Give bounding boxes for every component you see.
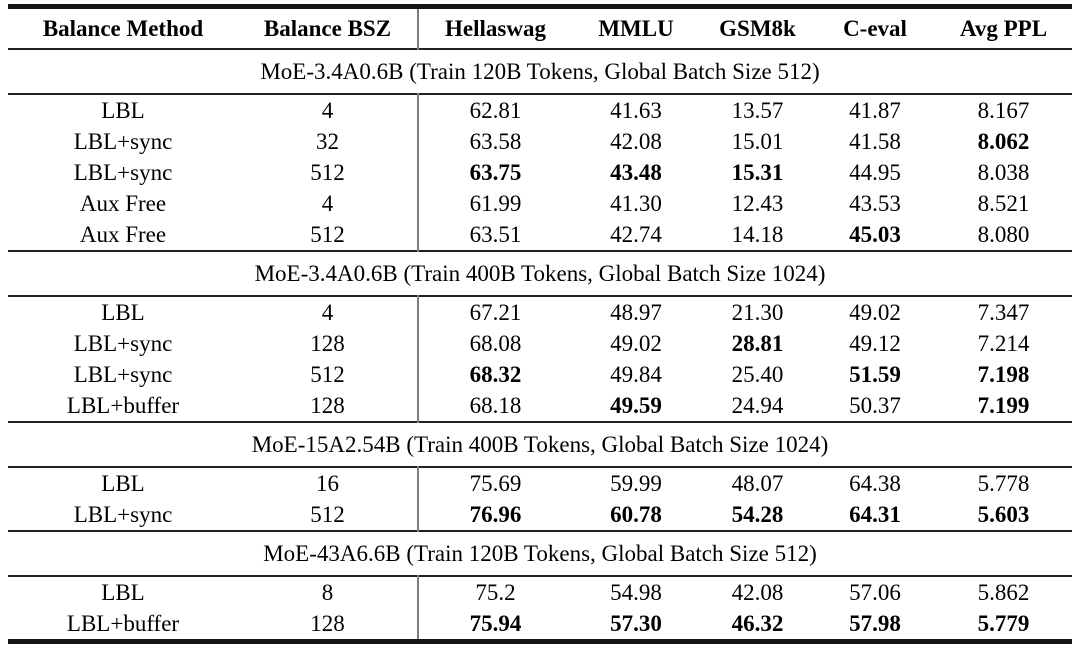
cell-balance-bsz: 8 xyxy=(238,576,418,608)
table-row xyxy=(8,467,1072,499)
cell-c-eval: 43.53 xyxy=(849,191,901,216)
cell-gsm8k: 48.07 xyxy=(731,471,784,496)
cell-c-eval: 45.03 xyxy=(849,222,901,247)
cell-balance-bsz: 128 xyxy=(238,608,418,642)
table-row xyxy=(8,188,1072,219)
table-section xyxy=(8,251,1072,422)
cell-mmlu: 49.59 xyxy=(610,393,662,418)
cell-gsm8k: 25.40 xyxy=(731,362,784,387)
cell-balance-method: Aux Free xyxy=(79,222,167,247)
table-header xyxy=(8,7,1072,50)
cell-balance-method: LBL xyxy=(101,471,145,496)
cell-balance-method: LBL xyxy=(101,300,145,325)
cell-hellaswag: 63.58 xyxy=(469,129,522,154)
cell-c-eval: 49.02 xyxy=(849,300,901,325)
cell-avg-ppl: 5.778 xyxy=(977,471,1030,496)
cell-balance-bsz: 32 xyxy=(238,126,418,157)
cell-c-eval: 41.87 xyxy=(849,98,901,123)
cell-hellaswag: 68.08 xyxy=(469,331,522,356)
table-section xyxy=(8,49,1072,251)
cell-hellaswag: 63.75 xyxy=(469,160,522,185)
cell-c-eval: 64.38 xyxy=(849,471,901,496)
cell-mmlu: 57.30 xyxy=(610,611,662,636)
cell-avg-ppl: 5.862 xyxy=(977,580,1030,605)
cell-mmlu: 54.98 xyxy=(610,580,662,605)
cell-hellaswag: 68.32 xyxy=(469,362,522,387)
section-title: MoE-3.4A0.6B (Train 400B Tokens, Global Batch Size 1024) xyxy=(254,261,826,286)
cell-c-eval: 57.98 xyxy=(849,611,901,636)
cell-c-eval: 49.12 xyxy=(849,331,901,356)
cell-gsm8k: 13.57 xyxy=(731,98,784,123)
section-title: MoE-15A2.54B (Train 400B Tokens, Global Batch Size 1024) xyxy=(251,432,829,457)
cell-mmlu: 42.08 xyxy=(610,129,662,154)
section-title-row xyxy=(8,251,1072,296)
cell-balance-method: LBL+sync xyxy=(73,331,173,356)
col-header-balance-method: Balance Method xyxy=(42,16,204,41)
cell-gsm8k: 46.32 xyxy=(731,611,784,636)
col-header-mmlu: MMLU xyxy=(598,16,674,41)
table-section xyxy=(8,422,1072,531)
cell-hellaswag: 75.2 xyxy=(475,580,516,605)
cell-mmlu: 59.99 xyxy=(610,471,662,496)
cell-avg-ppl: 7.347 xyxy=(977,300,1030,325)
cell-mmlu: 43.48 xyxy=(610,160,662,185)
table-row xyxy=(8,126,1072,157)
cell-balance-bsz: 16 xyxy=(238,467,418,499)
col-header-hellaswag: Hellaswag xyxy=(445,16,546,41)
cell-c-eval: 50.37 xyxy=(849,393,901,418)
cell-avg-ppl: 8.167 xyxy=(977,98,1030,123)
table-row xyxy=(8,359,1072,390)
benchmark-results-table xyxy=(8,4,1072,644)
cell-gsm8k: 21.30 xyxy=(731,300,784,325)
cell-hellaswag: 63.51 xyxy=(469,222,522,247)
cell-c-eval: 64.31 xyxy=(849,502,901,527)
table-row xyxy=(8,157,1072,188)
cell-balance-method: LBL+buffer xyxy=(66,393,180,418)
cell-gsm8k: 54.28 xyxy=(731,502,784,527)
cell-balance-method: LBL xyxy=(101,580,145,605)
cell-gsm8k: 28.81 xyxy=(731,331,784,356)
cell-avg-ppl: 5.603 xyxy=(977,502,1030,527)
col-header-balance-bsz: Balance BSZ xyxy=(238,7,418,50)
header-row xyxy=(8,7,1072,50)
table-row xyxy=(8,576,1072,608)
cell-c-eval: 51.59 xyxy=(849,362,901,387)
table-row xyxy=(8,94,1072,126)
section-title: MoE-3.4A0.6B (Train 120B Tokens, Global Batch Size 512) xyxy=(260,59,820,84)
cell-hellaswag: 67.21 xyxy=(469,300,522,325)
cell-hellaswag: 75.94 xyxy=(469,611,522,636)
cell-mmlu: 49.84 xyxy=(610,362,662,387)
cell-gsm8k: 15.01 xyxy=(731,129,784,154)
cell-avg-ppl: 8.062 xyxy=(977,129,1030,154)
cell-balance-bsz: 512 xyxy=(238,157,418,188)
table-row xyxy=(8,296,1072,328)
table-section xyxy=(8,531,1072,642)
table-row xyxy=(8,328,1072,359)
col-header-avg-ppl: Avg PPL xyxy=(959,16,1048,41)
cell-gsm8k: 24.94 xyxy=(731,393,784,418)
cell-gsm8k: 42.08 xyxy=(731,580,784,605)
cell-gsm8k: 12.43 xyxy=(731,191,784,216)
cell-hellaswag: 62.81 xyxy=(469,98,522,123)
cell-avg-ppl: 8.080 xyxy=(977,222,1030,247)
cell-balance-bsz: 4 xyxy=(238,188,418,219)
section-title-row xyxy=(8,531,1072,576)
cell-c-eval: 41.58 xyxy=(849,129,901,154)
cell-c-eval: 57.06 xyxy=(849,580,901,605)
table-row xyxy=(8,390,1072,422)
cell-hellaswag: 75.69 xyxy=(469,471,522,496)
cell-balance-method: LBL xyxy=(101,98,145,123)
cell-balance-bsz: 128 xyxy=(238,390,418,422)
table-row xyxy=(8,219,1072,251)
cell-balance-bsz: 4 xyxy=(238,296,418,328)
cell-balance-method: Aux Free xyxy=(79,191,167,216)
table-row xyxy=(8,499,1072,531)
section-title-row xyxy=(8,49,1072,94)
cell-balance-bsz: 4 xyxy=(238,94,418,126)
cell-balance-method: LBL+sync xyxy=(73,160,173,185)
cell-balance-bsz: 128 xyxy=(238,328,418,359)
cell-hellaswag: 76.96 xyxy=(469,502,522,527)
cell-balance-bsz: 512 xyxy=(238,359,418,390)
cell-mmlu: 48.97 xyxy=(610,300,662,325)
cell-gsm8k: 15.31 xyxy=(731,160,784,185)
col-header-c-eval: C-eval xyxy=(843,16,907,41)
col-header-gsm8k: GSM8k xyxy=(719,16,796,41)
cell-avg-ppl: 5.779 xyxy=(977,611,1030,636)
cell-balance-method: LBL+buffer xyxy=(66,611,180,636)
cell-balance-bsz: 512 xyxy=(238,219,418,251)
section-title-row xyxy=(8,422,1072,467)
cell-avg-ppl: 7.214 xyxy=(977,331,1030,356)
cell-avg-ppl: 7.199 xyxy=(977,393,1030,418)
cell-mmlu: 41.30 xyxy=(610,191,662,216)
cell-mmlu: 60.78 xyxy=(610,502,662,527)
cell-mmlu: 49.02 xyxy=(610,331,662,356)
cell-balance-method: LBL+sync xyxy=(73,502,173,527)
cell-gsm8k: 14.18 xyxy=(731,222,784,247)
cell-hellaswag: 68.18 xyxy=(469,393,522,418)
cell-avg-ppl: 8.038 xyxy=(977,160,1030,185)
table-row xyxy=(8,608,1072,642)
cell-balance-method: LBL+sync xyxy=(73,129,173,154)
section-title: MoE-43A6.6B (Train 120B Tokens, Global Batch Size 512) xyxy=(263,541,817,566)
cell-mmlu: 42.74 xyxy=(610,222,662,247)
cell-avg-ppl: 8.521 xyxy=(977,191,1030,216)
cell-c-eval: 44.95 xyxy=(849,160,901,185)
cell-avg-ppl: 7.198 xyxy=(977,362,1030,387)
cell-hellaswag: 61.99 xyxy=(469,191,522,216)
cell-balance-bsz: 512 xyxy=(238,499,418,531)
cell-balance-method: LBL+sync xyxy=(73,362,173,387)
cell-mmlu: 41.63 xyxy=(610,98,662,123)
